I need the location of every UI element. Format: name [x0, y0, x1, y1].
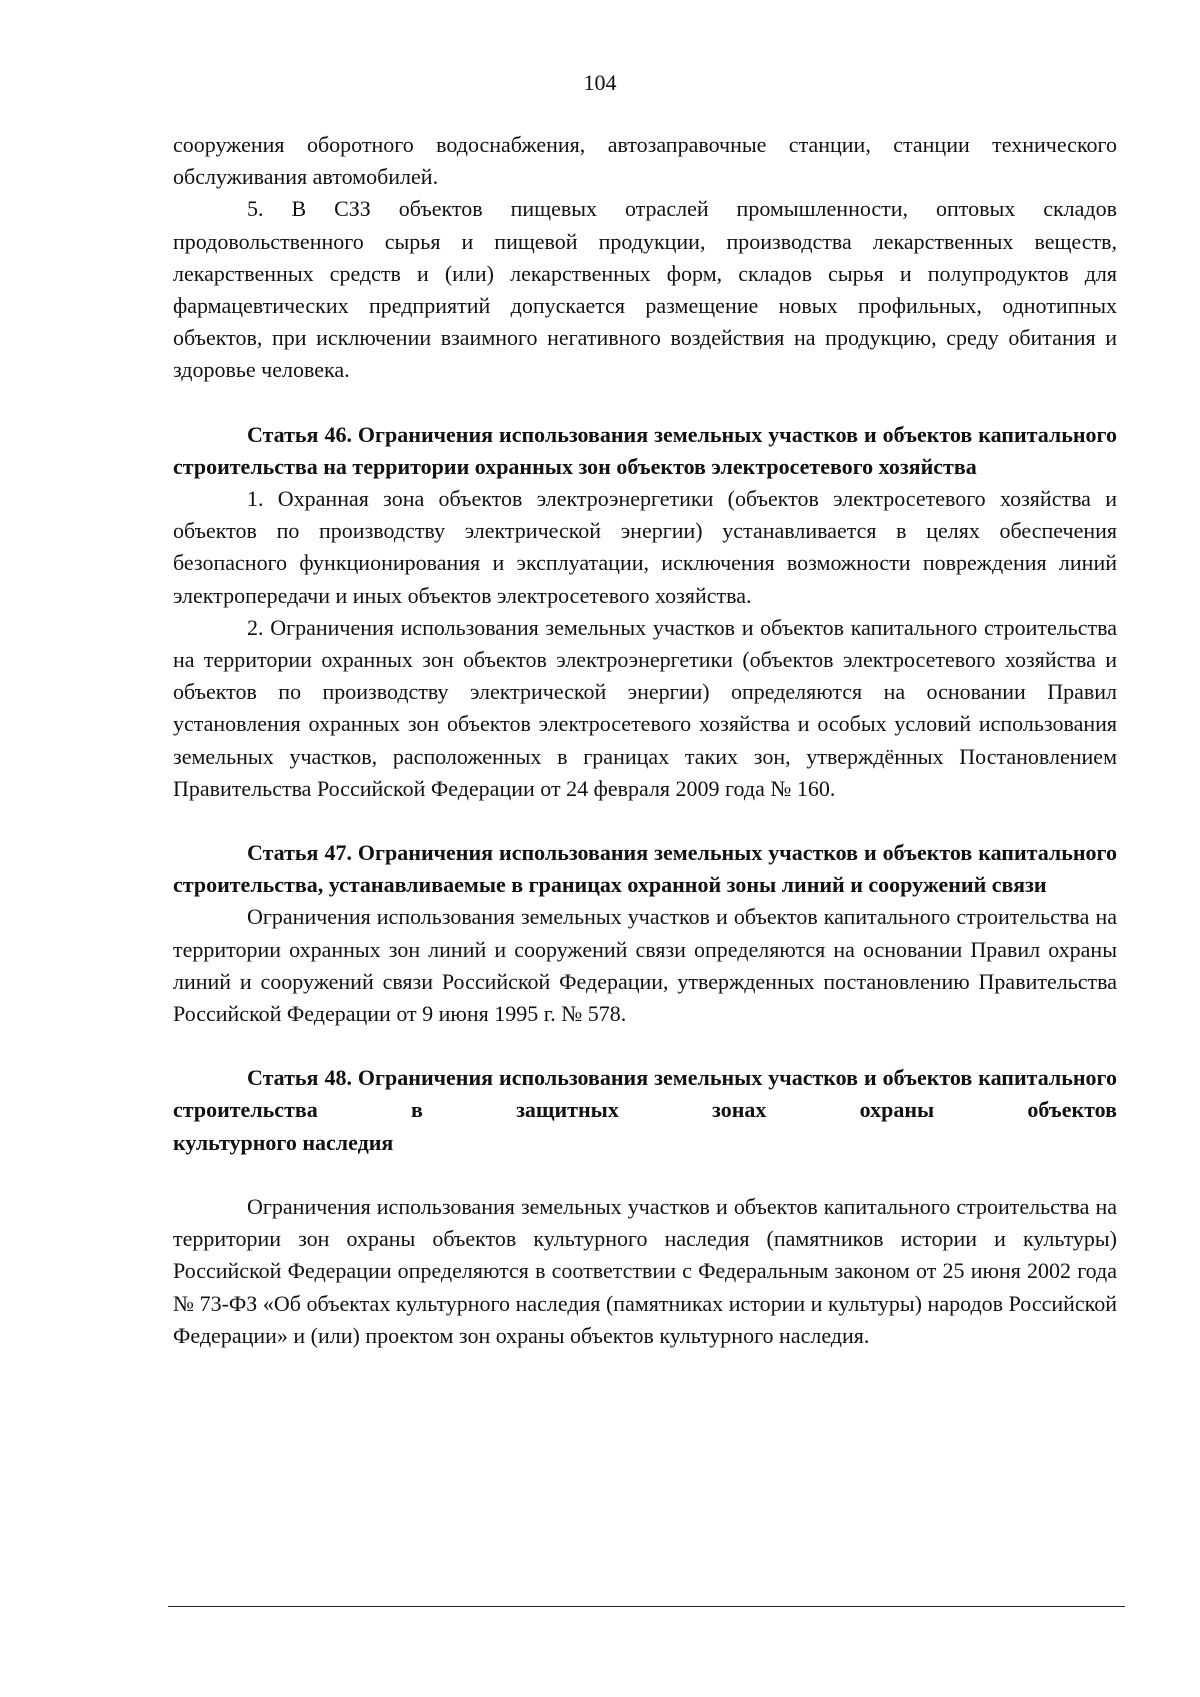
article-48-heading-last-line: культурного наследия — [173, 1129, 394, 1155]
spacer — [173, 1030, 1117, 1062]
paragraph-continuation: сооружения оборотного водоснабжения, автозаправочные станции, станции технического обслуживания автомобилей. — [173, 132, 1117, 190]
spacer — [173, 805, 1117, 837]
article-47-paragraph-1: Ограничения использования земельных участков и объектов капитального строительства на территории охранных зон линий и сооружений связи определяются на основании Правил охраны линий и сооружений связи Российской Федерации, утвержденных постановлению Правительства Российской Федерации от 9 июня 1995 г. № 578. — [173, 904, 1117, 1027]
footer-divider — [168, 1606, 1125, 1607]
document-body — [173, 129, 1117, 1352]
article-46-heading: Статья 46. Ограничения использования земельных участков и объектов капитального строительства на территории охранных зон объектов электросетевого хозяйства — [173, 421, 1117, 479]
article-48-paragraph-1a: Ограничения использования земельных участков и объектов капитального строительства на территории зон охраны объектов культурного наследия (памятников истории и культуры) Российской Федерации определяются в соответствии с Федеральным законом от 25 июня 2002 года — [173, 1193, 1117, 1284]
article-48-paragraph-1b: № 73-ФЗ «Об объектах культурного наследия (памятниках истории и культуры) народов Российской Федерации» и (или) проектом зон охраны объектов культурного наследия. — [173, 1290, 1117, 1348]
article-47-heading: Статья 47. Ограничения использования земельных участков и объектов капитального строительства, устанавливаемые в границах охранной зоны линий и сооружений связи — [173, 840, 1117, 898]
article-46-paragraph-1: 1. Охранная зона объектов электроэнергетики (объектов электросетевого хозяйства и объектов по производству электрической энергии) устанавливается в целях обеспечения безопасного функционирования и эксплуатации, исключения возможности повреждения линий электропередачи и иных объектов электросетевого хозяйства. — [173, 486, 1117, 608]
article-46-paragraph-2: 2. Ограничения использования земельных участков и объектов капитального строительства на территории охранных зон объектов электроэнергетики (объектов электросетевого хозяйства и объектов по производству электрической энергии) определяются на основании Правил установления охранных зон объектов электросетевого хозяйства и особых условий использования земельных участков, расположенных в границах таких зон, утверждённых Постановлением Правительства Российской Федерации от 24 февраля 2009 года № 160. — [173, 614, 1117, 801]
paragraph-item-5: 5. В СЗЗ объектов пищевых отраслей промышленности, оптовых складов продовольственного сырья и пищевой продукции, производства лекарственных веществ, лекарственных средств и (или) лекарственных форм, складов сырья и полупродуктов для фармацевтических предприятий допускается размещение новых профильных, однотипных объектов, при исключении взаимного негативного воздействия на продукцию, среду обитания и здоровье человека. — [173, 196, 1117, 383]
spacer — [173, 387, 1117, 419]
article-48-heading — [173, 1062, 1117, 1159]
page-number: 104 — [583, 70, 617, 95]
spacer — [173, 1159, 1117, 1191]
article-48-heading-main: Статья 48. Ограничения использования земельных участков и объектов капитального строительства в защитных зонах охраны объектов — [173, 1065, 1117, 1123]
